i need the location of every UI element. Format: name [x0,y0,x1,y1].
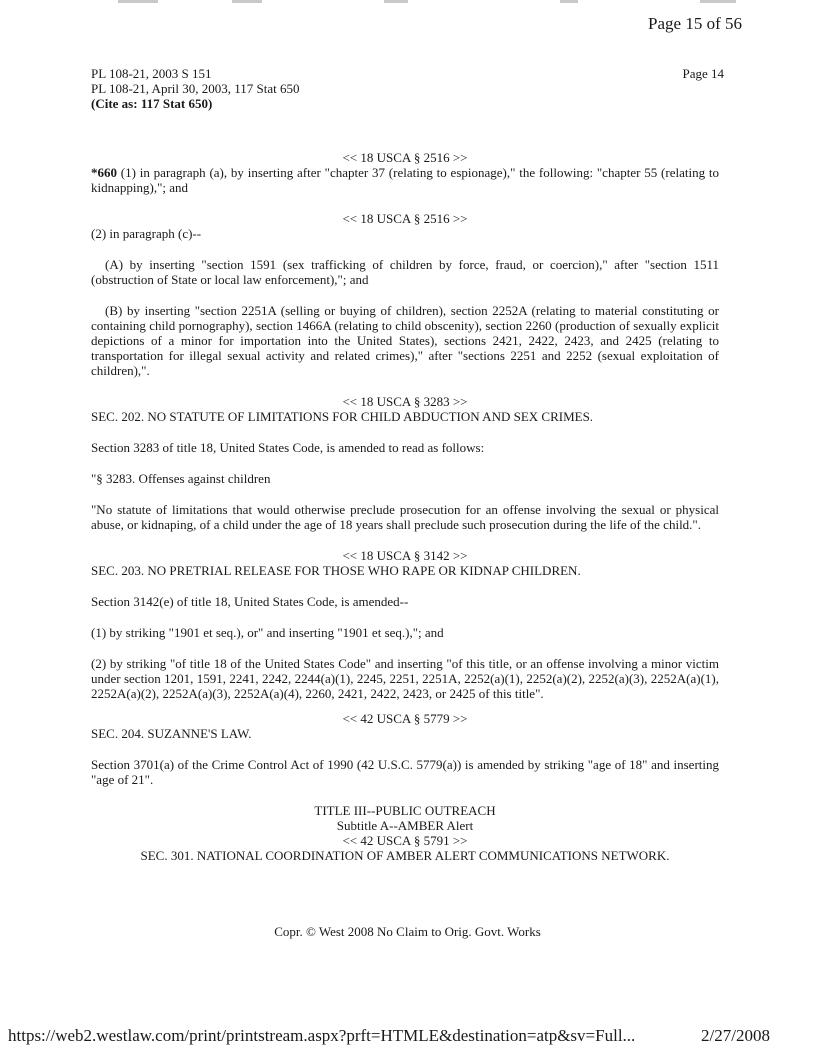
section-202-heading: SEC. 202. NO STATUTE OF LIMITATIONS FOR CHILD ABDUCTION AND SEX CRIMES. [91,409,594,424]
citation-block [91,66,299,111]
title-III-heading: TITLE III--PUBLIC OUTREACH [314,803,496,818]
footer-url: https://web2.westlaw.com/print/printstream.aspx?prft=HTMLE&destination=atp&sv=Full... [8,1026,636,1045]
copyright-notice: Copr. © West 2008 No Claim to Orig. Govt. Works [274,924,541,939]
scan-artifact-top [0,0,815,8]
section-203-para-3: (2) by striking "of title 18 of the United States Code" and inserting "of this title, or an offense involving a minor victim under section 1201, 1591, 2241, 2242, 2244(a)(1), 2245, 2251, 2251A, 2252(a)(1), 2252(a)(2), 2252(a)(3), 2252A(a)(1), 2252A(a)(2), 2252A(a)(3), 2252A(a)(4), 2260, 2421, 2422, 2423, or 2425 of this title". [91,656,719,701]
paragraph-1 [91,165,719,195]
paragraph-A: (A) by inserting "section 1591 (sex trafficking of children by force, fraud, or coercion)," after "section 1511 (obstruction of State or local law enforcement),"; and [91,257,719,287]
section-202-para-1: Section 3283 of title 18, United States Code, is amended to read as follows: [91,440,485,455]
section-204-para: Section 3701(a) of the Crime Control Act of 1990 (42 U.S.C. 5779(a)) is amended by striking "age of 18" and inserting "age of 21". [91,757,719,787]
footer-date: 2/27/2008 [701,1026,770,1045]
cite-as [91,96,299,111]
section-202-para-3: "No statute of limitations that would otherwise preclude prosecution for an offense involving the sexual or physical abuse, or kidnaping, of a child under the age of 18 years shall preclude such prosecution during the life of the child.". [91,502,719,532]
citation-line-1: PL 108-21, 2003 S 151 [91,66,212,81]
section-203-para-1: Section 3142(e) of title 18, United States Code, is amended-- [91,594,409,609]
usca-reference: << 18 USCA § 3142 >> [342,548,468,563]
usca-reference: << 42 USCA § 5791 >> [342,833,468,848]
paragraph-1-text: (1) in paragraph (a), by inserting after "chapter 37 (relating to espionage)," the following: "chapter 55 (relating to kidnapping),"; and [91,165,719,195]
usca-reference: << 18 USCA § 2516 >> [342,211,468,226]
paragraph-2: (2) in paragraph (c)-- [91,226,202,241]
usca-reference: << 18 USCA § 3283 >> [342,394,468,409]
section-204-heading: SEC. 204. SUZANNE'S LAW. [91,726,252,741]
paragraph-B: (B) by inserting "section 2251A (selling or buying of children), section 2252A (relating to material constituting or containing child pornography), section 1466A (relating to child obscenity), section 2260 (production of sexually explicit depictions of a minor for importation into the United States), sections 2421, 2422, 2423, and 2425 (relating to transportation for illegal sexual activity and related crimes)," after "sections 2251 and 2252 (sexual exploitation of children),". [91,303,719,378]
subtitle-A-heading: Subtitle A--AMBER Alert [336,818,474,833]
document-page-number: Page 14 [682,66,724,81]
section-203-heading: SEC. 203. NO PRETRIAL RELEASE FOR THOSE WHO RAPE OR KIDNAP CHILDREN. [91,563,581,578]
document-body [91,150,719,863]
usca-reference: << 42 USCA § 5779 >> [342,711,468,726]
cite-as-text: (Cite as: 117 Stat 650) [91,96,213,111]
citation-line-2: PL 108-21, April 30, 2003, 117 Stat 650 [91,81,300,96]
star-page: *660 [91,165,117,180]
usca-reference: << 18 USCA § 2516 >> [342,150,468,165]
section-203-para-2: (1) by striking "1901 et seq.), or" and inserting "1901 et seq.),"; and [91,625,444,640]
page-counter: Page 15 of 56 [648,14,742,33]
section-202-para-2: "§ 3283. Offenses against children [91,471,271,486]
section-301-heading: SEC. 301. NATIONAL COORDINATION OF AMBER ALERT COMMUNICATIONS NETWORK. [140,848,670,863]
